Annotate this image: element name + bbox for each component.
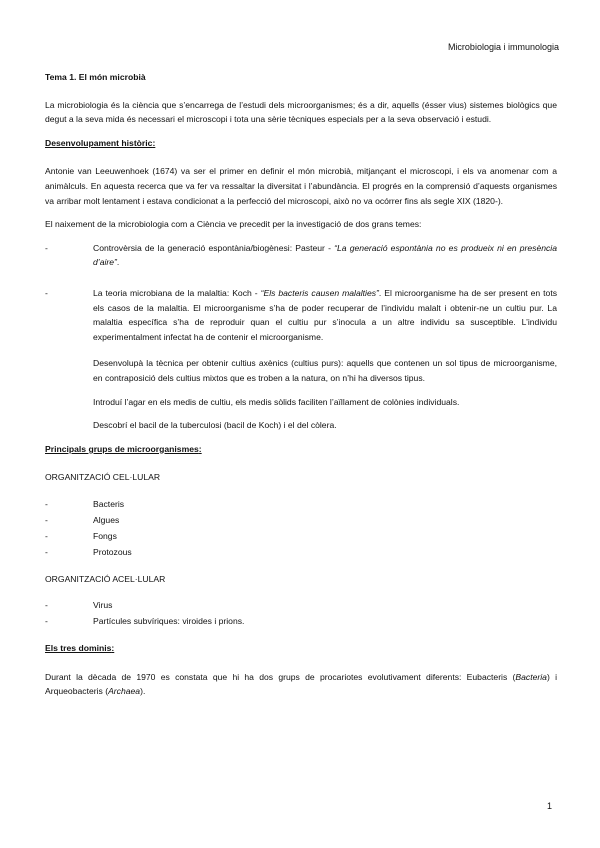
- acellular-list: [45, 598, 557, 629]
- groups-heading-text: Principals grups de microorganismes: [45, 443, 199, 454]
- history-heading-text: Desenvolupament històric: [45, 137, 153, 148]
- list-item: - Protozous: [45, 545, 557, 560]
- topic2-text: La teoria microbiana de la malaltia: Koch -: [93, 287, 261, 298]
- domains-text-end: ).: [140, 686, 146, 697]
- list-item: - Bacteris: [45, 497, 557, 512]
- domains-bacteria: Bacteria: [515, 671, 547, 682]
- list-item: - Algues: [45, 513, 557, 528]
- list-item: - Partícules subvíriques: viroides i prions.: [45, 614, 557, 629]
- topic2-quote: “Els bacteris causen malalties”: [260, 287, 379, 298]
- cellular-heading: ORGANITZACIÓ CEL·LULAR: [45, 472, 161, 483]
- topic1-quote: “La generació espontània no es produeix ni en presència d’aire”: [93, 242, 557, 268]
- list-item: - Fongs: [45, 529, 557, 544]
- domains-text-mid: ) i Arqueobacteris (: [45, 671, 557, 697]
- list-item: [45, 286, 557, 344]
- page-number: 1: [546, 801, 552, 811]
- chapter-title: Tema 1. El món microbià: [45, 72, 146, 82]
- colon: :: [152, 137, 156, 148]
- section-heading-history: [45, 136, 557, 151]
- running-header: Microbiologia i immunologia: [447, 42, 559, 52]
- document-body: [45, 70, 557, 708]
- topic2-end: . El microorganisme ha de ser present en tots els casos de la malaltia. El microorganisme s’ha de poder recuperar de l’individu malalt i obtenir-ne un cultiu pur. La malaltia específica s’ha de reproduir quan el cultiu pur s’inocula a un altre individu sa susceptible. L’individu experimentalment infectat ha de contenir el microorganisme.: [93, 287, 558, 342]
- history-paragraph-1: Antonie van Leeuwenhoek (1674) va ser el primer en definir el món microbià, mitjançant el microscopi, i els va anomenar com a animàlculs. En aquesta recerca que va fer va ressaltar la diversitat i l’abundància. El progrés en la comprensió d’aquests organismes va arribar molt lentament i estava condicionat a la perfecció del microscopi, això no va ocórrer fins als segle XIX (1820-).: [45, 166, 557, 206]
- koch-paragraph-1: Desenvolupà la tècnica per obtenir cultius axènics (cultius purs): aquells que contenen un sol tipus de microorganisme, en contraposició dels cultius mixtos que es troben a la natura, on n’hi ha diversos tipus.: [93, 358, 557, 383]
- koch-paragraph-2: Introduí l’agar en els medis de cultiu, els medis sòlids faciliten l’aïllament de colònies individuals.: [93, 396, 460, 407]
- list-item: - Virus: [45, 598, 557, 613]
- domains-archaea: Archaea: [108, 686, 141, 697]
- intro-paragraph: La microbiologia és la ciència que s’encarrega de l’estudi dels microorganismes; és a dir, aquells (ésser vius) sistemes biològics que degut a la seva mida és necessari el microscopi i tota una sèrie tècniques especials per a la seva observació i estudi.: [45, 99, 557, 125]
- colon: :: [198, 443, 202, 454]
- topics-list: [45, 241, 557, 345]
- cellular-list: [45, 497, 557, 560]
- list-item: [45, 241, 557, 270]
- acellular-heading: ORGANITZACIÓ ACEL·LULAR: [45, 573, 166, 584]
- domains-text-start: Durant la dècada de 1970 es constata que hi ha dos grups de procariotes evolutivament diferents: Eubacteris (: [45, 671, 516, 682]
- history-paragraph-2: El naixement de la microbiologia com a Ciència ve precedit per la investigació de dos grans temes:: [45, 219, 422, 230]
- section-heading-groups: [45, 442, 557, 457]
- koch-paragraph-3: Descobrí el bacil de la tuberculosi (bacil de Koch) i el del còlera.: [93, 420, 337, 431]
- section-heading-domains: [45, 641, 557, 656]
- topic1-text: Controvèrsia de la generació espontània/biogènesi: Pasteur -: [93, 242, 335, 253]
- domains-heading-text: Els tres dominis: [45, 643, 112, 654]
- domains-paragraph: [45, 670, 557, 699]
- colon: :: [111, 643, 115, 654]
- topic1-end: .: [116, 257, 120, 268]
